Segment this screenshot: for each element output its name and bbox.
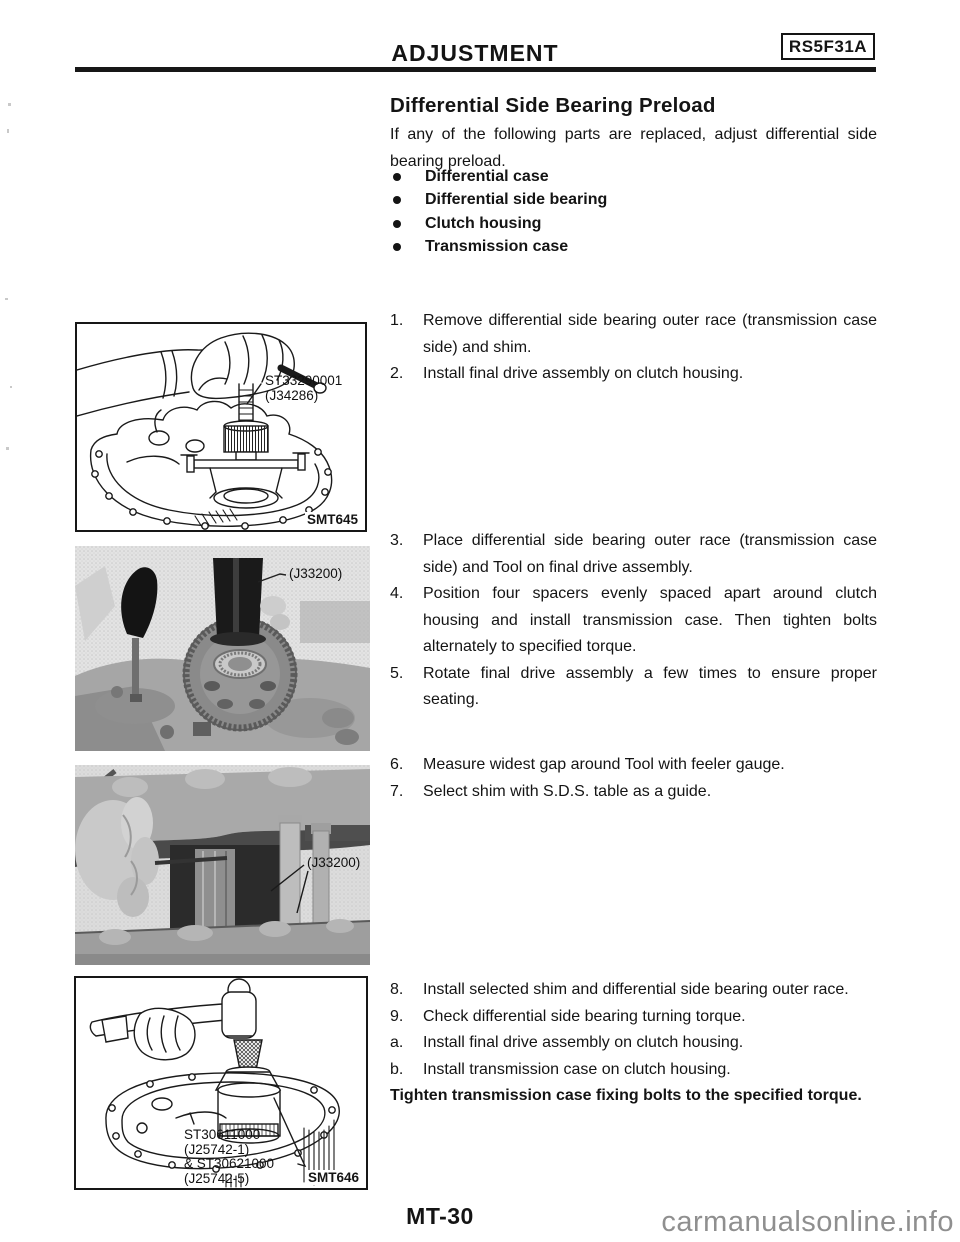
figure-code: SMT645 [306, 512, 358, 527]
section-intro: If any of the following parts are replaced, adjust differential side bearing preload. [390, 126, 877, 170]
bullet-icon [393, 243, 401, 251]
figure-code: SMT646 [307, 1170, 359, 1185]
step-number: 8. [390, 981, 404, 998]
procedure-steps-6-7 [390, 752, 877, 805]
procedure-step [390, 361, 877, 388]
step-text: Install selected shim and differential side bearing outer race. [423, 981, 849, 998]
figure-smt646-drift-install [74, 976, 368, 1190]
tool-callout [265, 374, 342, 403]
procedure-step [390, 1004, 877, 1031]
bullet-item [390, 236, 877, 260]
scan-artifact [10, 386, 12, 388]
bullet-text: Clutch housing [425, 214, 542, 232]
procedure-step [390, 779, 877, 806]
tool-callout: (J33200) [307, 855, 361, 870]
step-number: 5. [390, 664, 404, 682]
step-number: 1. [390, 312, 404, 329]
step-number: 3. [390, 532, 404, 549]
tool-number: ST30611000 [184, 1127, 261, 1142]
procedure-step [390, 752, 877, 779]
scan-artifact [5, 298, 8, 300]
bearing-puller-illustration [77, 324, 365, 530]
step-number: b. [390, 1060, 404, 1078]
page-number: MT-30 [406, 1203, 474, 1229]
tool-callout [184, 1128, 274, 1186]
step-text: Check differential side bearing turning torque. [423, 1007, 746, 1025]
bullet-icon [393, 196, 401, 204]
scan-artifact [7, 129, 9, 133]
scan-artifact [8, 103, 11, 106]
procedure-steps-3-5 [390, 528, 877, 714]
bullet-item [390, 165, 877, 189]
bullet-text: Differential case [425, 167, 549, 185]
figure-smt645-bearing-puller [75, 322, 367, 532]
step-text: Install final drive assembly on clutch housing. [423, 1034, 744, 1051]
watermark-text: carmanualsonline.info [661, 1206, 954, 1238]
bullet-icon [393, 173, 401, 181]
tool-number-alt: (J34286) [265, 387, 319, 403]
step-text: Remove differential side bearing outer race (transmission case side) and shim. [423, 312, 877, 356]
procedure-step [390, 1057, 877, 1084]
step-number: a. [390, 1034, 404, 1051]
step-text: Place differential side bearing outer race (transmission case side) and Tool on final drive assembly. [423, 532, 877, 576]
tool-number: (J25742-1) [184, 1141, 250, 1157]
torque-note: Tighten transmission case fixing bolts to the specified torque. [390, 1087, 862, 1104]
figure-photo-spacers-feeler-gauge [75, 765, 370, 965]
procedure-steps-8-b [390, 977, 877, 1110]
tool-callout: (J33200) [289, 566, 343, 581]
step-text: Measure widest gap around Tool with feeler gauge. [423, 756, 785, 773]
bullet-icon [393, 220, 401, 228]
figure-photo-final-drive-with-tool [75, 546, 370, 751]
procedure-steps-1-2 [390, 308, 877, 388]
section-title: Differential Side Bearing Preload [390, 94, 716, 117]
procedure-step [390, 1030, 877, 1057]
bullet-text: Differential side bearing [425, 191, 608, 209]
step-number: 6. [390, 756, 404, 773]
procedure-step [390, 661, 877, 714]
page-title: ADJUSTMENT [391, 40, 559, 66]
scan-artifact [6, 447, 9, 450]
step-text: Rotate final drive assembly a few times to ensure proper seating. [423, 664, 877, 708]
step-number: 2. [390, 365, 404, 382]
header-rule [75, 67, 876, 72]
procedure-step [390, 528, 877, 581]
procedure-step [390, 581, 877, 661]
procedure-step [390, 308, 877, 361]
tool-number: (J25742-5) [184, 1170, 250, 1186]
step-number: 9. [390, 1007, 404, 1025]
tool-number: & ST30621000 [184, 1156, 275, 1171]
step-text: Install transmission case on clutch housing. [423, 1060, 731, 1078]
step-number: 4. [390, 585, 404, 602]
step-text: Position four spacers evenly spaced apart around clutch housing and install transmission case. Then tighten bolts alternately to specified torque. [423, 585, 877, 655]
bullet-item [390, 189, 877, 213]
bullet-text: Transmission case [425, 238, 569, 256]
step-text: Select shim with S.D.S. table as a guide. [423, 782, 712, 800]
procedure-step [390, 977, 877, 1004]
step-text: Install final drive assembly on clutch housing. [423, 365, 744, 382]
parts-bullet-list [390, 165, 877, 259]
bullet-item [390, 212, 877, 236]
tool-number: ST33290001 [265, 373, 343, 388]
model-code-badge: RS5F31A [781, 33, 875, 60]
step-number: 7. [390, 782, 404, 800]
